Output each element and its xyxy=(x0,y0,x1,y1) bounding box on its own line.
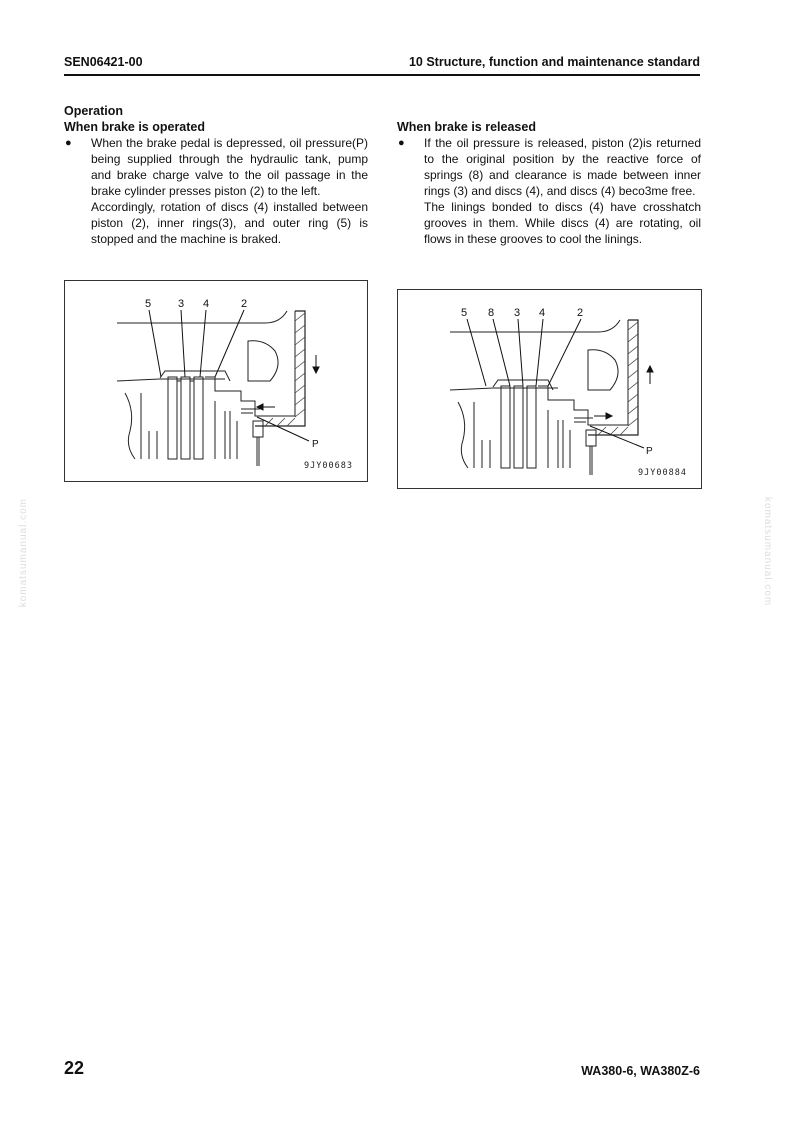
callout-2: 2 xyxy=(577,307,584,319)
callout-3: 3 xyxy=(514,307,521,319)
operation-heading: Operation xyxy=(64,104,124,118)
callout-5: 5 xyxy=(145,298,152,310)
brake-operated-heading: When brake is operated xyxy=(64,120,206,134)
brake-operated-paragraph-2: Accordingly, rotation of discs (4) installed between piston (2), inner rings(3), and outer ring (5) is stopped and the machine is braked. xyxy=(91,200,368,246)
pressure-label: P xyxy=(646,446,653,457)
callout-3: 3 xyxy=(178,298,185,310)
bullet-dot-icon: ● xyxy=(65,137,72,149)
section-title: 10 Structure, function and maintenance standard xyxy=(408,55,700,69)
callout-8: 8 xyxy=(488,307,495,319)
callout-5: 5 xyxy=(461,307,468,319)
callout-2: 2 xyxy=(241,298,248,310)
page-number: 22 xyxy=(64,1058,85,1078)
brake-operated-paragraph-1: When the brake pedal is depressed, oil pressure(P) being supplied through the hydraulic tank, pump and brake charge valve to the oil passage in the brake cylinder presses piston (2) to the left. xyxy=(91,136,368,198)
callout-4: 4 xyxy=(539,307,546,319)
brake-operated-diagram xyxy=(64,280,368,482)
brake-operated-drawing xyxy=(65,281,367,481)
brake-released-heading: When brake is released xyxy=(397,120,536,134)
figure-code: 9JY00884 xyxy=(638,468,687,478)
watermark-left: komatsumanual.com xyxy=(18,498,29,608)
model-name: WA380-6, WA380Z-6 xyxy=(581,1064,700,1078)
right-column xyxy=(397,103,701,247)
figure-code: 9JY00683 xyxy=(304,461,353,471)
pressure-label: P xyxy=(312,439,319,450)
doc-code: SEN06421-00 xyxy=(64,55,143,69)
brake-released-bullet xyxy=(397,135,701,247)
brake-released-diagram xyxy=(397,289,702,489)
bullet-dot-icon: ● xyxy=(398,137,405,149)
brake-released-drawing xyxy=(398,290,701,488)
callout-4: 4 xyxy=(203,298,210,310)
brake-released-paragraph-2: The linings bonded to discs (4) have crosshatch grooves in them. While discs (4) are rotating, oil flows in these grooves to cool the linings. xyxy=(424,200,701,246)
left-column xyxy=(64,103,368,247)
brake-released-paragraph-1: If the oil pressure is released, piston (2)is returned to the original position by the reactive force of springs (8) and clearance is made between inner rings (3) and discs (4), and discs (4) beco3me free. xyxy=(424,136,701,198)
watermark-right: komatsumanual.com xyxy=(762,497,773,607)
header-rule xyxy=(64,74,700,76)
brake-operated-bullet xyxy=(64,135,368,247)
